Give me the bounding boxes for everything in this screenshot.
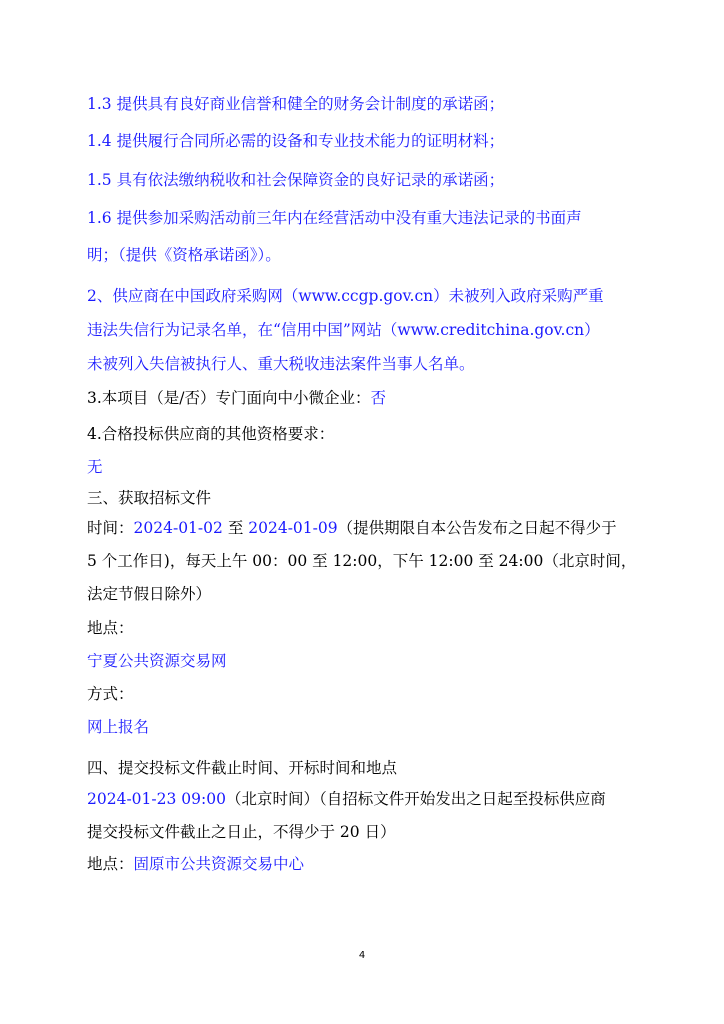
section-submit-heading: 四、提交投标文件截止时间、开标时间和地点 [87,759,398,777]
item-1-4: 1.4 提供履行合同所必需的设备和专业技术能力的证明材料； [87,132,505,150]
obtain-time-tail: （提供期限自本公告发布之日起不得少于 [337,519,617,537]
submit-deadline: 2024-01-23 09:00 [87,790,226,808]
sme-line [87,388,647,408]
item-1-3: 1.3 提供具有良好商业信誉和健全的财务会计制度的承诺函； [87,95,505,113]
credit-item-line3: 未被列入失信被执行人、重大税收违法案件当事人名单。 [87,355,475,373]
submit-deadline-line1 [87,789,647,809]
item-1-6-line2: 明；（提供《资格承诺函》）。 [87,246,281,264]
submit-place-line [87,854,647,874]
other-requirements-value: 无 [87,458,103,476]
sme-value: 否 [370,389,387,407]
obtain-place-value: 宁夏公共资源交易网 [87,652,227,670]
obtain-date-start: 2024-01-02 [133,519,223,537]
credit-item-line2: 违法失信行为记录名单，在“信用中国”网站（www.creditchina.gov.cn） [87,321,600,339]
other-requirements-label: 4.合格投标供应商的其他资格要求： [87,425,335,443]
obtain-date-end: 2024-01-09 [248,519,338,537]
obtain-time-label: 时间： [87,519,134,537]
obtain-method-value: 网上报名 [87,718,150,736]
obtain-time-line2: 5 个工作日)，每天上午 00：00 至 12:00，下午 12:00 至 24:00（北京时间， [87,552,637,570]
section-obtain-heading: 三、获取招标文件 [87,489,212,507]
sme-label: 3.本项目（是/否）专门面向中小微企业： [87,389,371,407]
submit-deadline-line2: 提交投标文件截止之日止，不得少于 20 日） [87,823,396,841]
submit-deadline-tail: （北京时间）（自招标文件开始发出之日起至投标供应商 [225,790,606,808]
obtain-place-label: 地点： [87,619,134,637]
submit-place-label: 地点： [87,855,134,873]
page-number: 4 [358,950,366,961]
item-1-6-line1: 1.6 提供参加采购活动前三年内在经营活动中没有重大违法记录的书面声 [87,209,582,227]
credit-item-line1: 2、供应商在中国政府采购网（www.ccgp.gov.cn）未被列入政府采购严重 [87,287,604,305]
item-1-5: 1.5 具有依法缴纳税收和社会保障资金的良好记录的承诺函； [87,171,505,189]
obtain-time-line1 [87,518,647,538]
submit-place-value: 固原市公共资源交易中心 [133,855,305,873]
obtain-to: 至 [222,519,249,537]
obtain-time-line3: 法定节假日除外） [87,585,212,603]
obtain-method-label: 方式： [87,685,134,703]
